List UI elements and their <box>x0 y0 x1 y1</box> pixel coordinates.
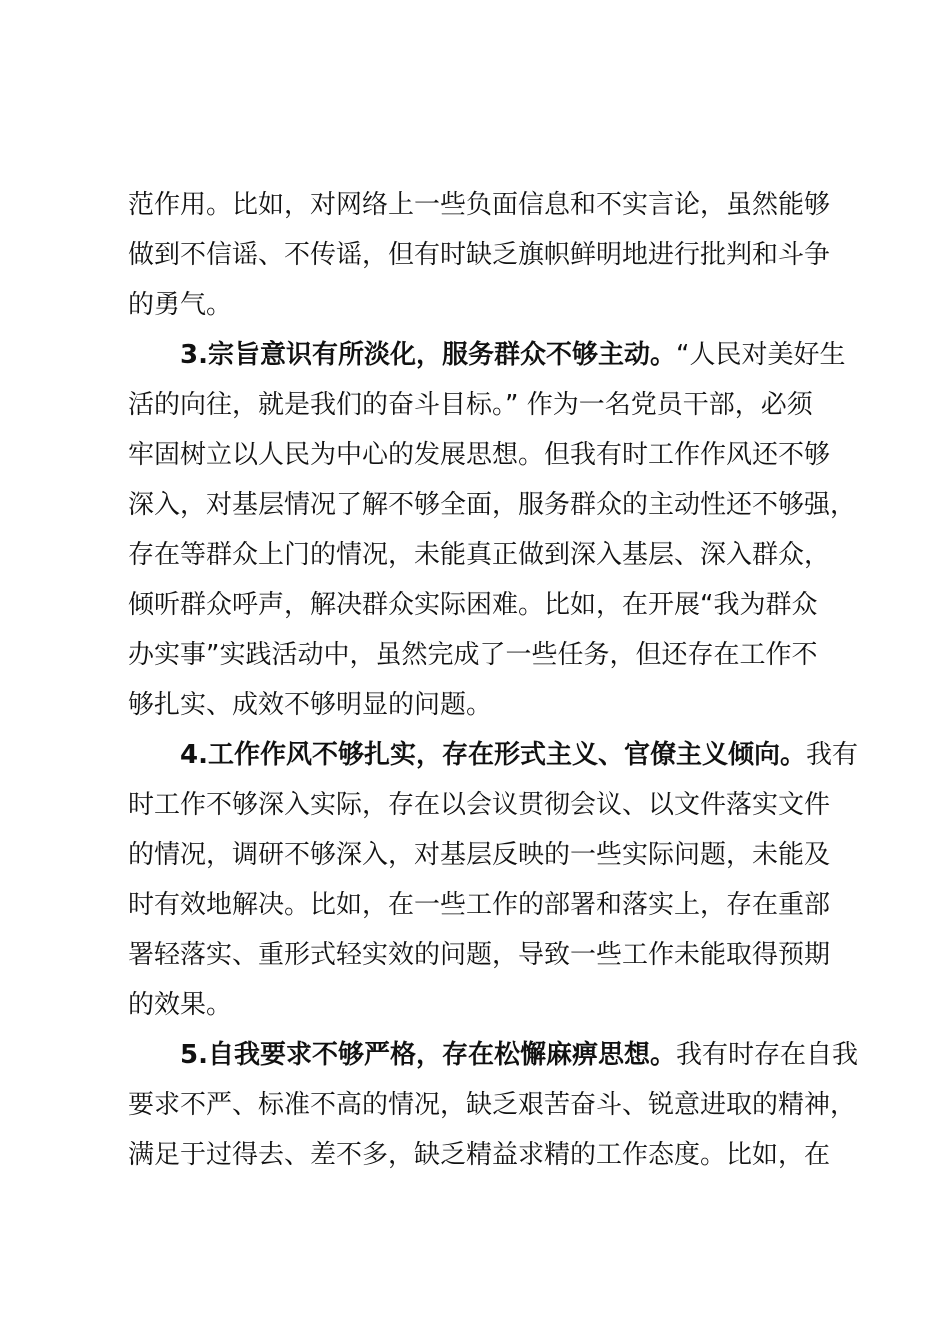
intro-line-3: 的勇气。 <box>128 290 233 320</box>
document-body <box>128 180 858 1180</box>
section-3-line-6: 倾听群众呼声，解决群众实际困难。比如，在开展“我为群众 <box>128 590 818 620</box>
section-4-line-3: 的情况，调研不够深入，对基层反映的一些实际问题，未能及 <box>128 840 831 870</box>
section-3-line-3: 牢固树立以人民为中心的发展思想。但我有时工作作风还不够 <box>128 440 831 470</box>
section-4-paragraph <box>128 730 858 1030</box>
section-3-paragraph <box>128 330 857 730</box>
section-5-heading: 5.自我要求不够严格，存在松懈麻痹思想。 <box>180 1040 676 1070</box>
section-4-line-4: 时有效地解决。比如，在一些工作的部署和落实上，存在重部 <box>128 890 831 920</box>
section-3-line-8: 够扎实、成效不够明显的问题。 <box>128 690 493 720</box>
section-5-line-3: 满足于过得去、差不多，缺乏精益求精的工作态度。比如，在 <box>128 1140 831 1170</box>
section-3-heading: 3.宗旨意识有所淡化，服务群众不够主动。 <box>180 340 676 370</box>
section-3-line-4: 深入，对基层情况了解不够全面，服务群众的主动性还不够强， <box>128 490 857 520</box>
section-5-first-line <box>128 1030 858 1080</box>
section-3-first-line-text: “人民对美好生 <box>675 340 846 370</box>
section-3-line-7: 办实事”实践活动中，虽然完成了一些任务，但还存在工作不 <box>128 640 818 670</box>
section-5-paragraph <box>128 1030 858 1180</box>
section-4-line-2: 时工作不够深入实际，存在以会议贯彻会议、以文件落实文件 <box>128 790 831 820</box>
section-4-first-line-text: 我有 <box>805 740 858 770</box>
intro-line-2: 做到不信谣、不传谣，但有时缺乏旗帜鲜明地进行批判和斗争 <box>128 240 831 270</box>
section-5-first-line-text: 我有时存在自我 <box>675 1040 858 1070</box>
intro-line-1: 范作用。比如，对网络上一些负面信息和不实言论，虽然能够 <box>128 190 831 220</box>
section-3-line-2: 活的向往，就是我们的奋斗目标。” 作为一名党员干部，必须 <box>128 390 813 420</box>
section-3-line-5: 存在等群众上门的情况，未能真正做到深入基层、深入群众， <box>128 540 831 570</box>
section-5-line-2: 要求不严、标准不高的情况，缺乏艰苦奋斗、锐意进取的精神， <box>128 1090 857 1120</box>
section-4-line-6: 的效果。 <box>128 990 233 1020</box>
section-3-first-line <box>128 330 846 380</box>
section-4-line-5: 署轻落实、重形式轻实效的问题，导致一些工作未能取得预期 <box>128 940 831 970</box>
intro-paragraph <box>128 180 840 330</box>
section-4-heading: 4.工作作风不够扎实，存在形式主义、官僚主义倾向。 <box>180 740 806 770</box>
section-4-first-line <box>128 730 858 780</box>
